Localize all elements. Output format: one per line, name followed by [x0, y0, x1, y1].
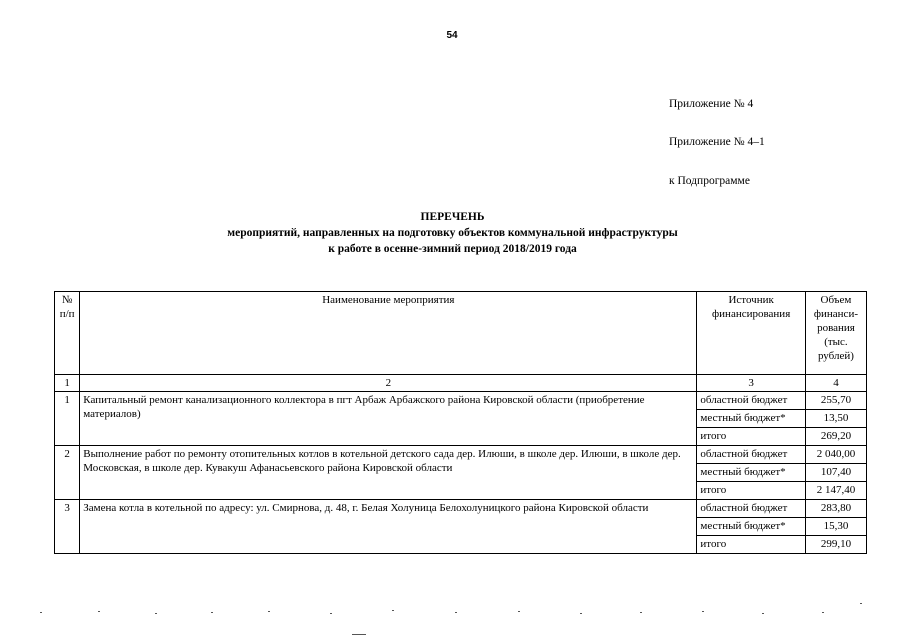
- funding-amount: 255,70: [805, 392, 866, 410]
- header-name: Наименование мероприятия: [80, 292, 697, 375]
- funding-source: местный бюджет*: [697, 518, 805, 536]
- event-name: Капитальный ремонт канализационного коллектора в пгт Арбаж Арбажского района Кировской области (приобретение материалов): [80, 392, 697, 446]
- funding-amount: 2 040,00: [805, 446, 866, 464]
- row-number: 3: [55, 500, 80, 554]
- appendix-sublabel: Приложение № 4–1: [669, 136, 765, 148]
- funding-source: местный бюджет*: [697, 410, 805, 428]
- header-num: № п/п: [55, 292, 80, 375]
- row-number: 1: [55, 392, 80, 446]
- funding-source: областной бюджет: [697, 392, 805, 410]
- funding-total-amount: 2 147,40: [805, 482, 866, 500]
- funding-source: областной бюджет: [697, 446, 805, 464]
- column-index: 1: [55, 375, 80, 392]
- table-row: [55, 500, 867, 518]
- event-name: Выполнение работ по ремонту отопительных котлов в котельной детского сада дер. Илюши, в школе дер. Илюши, в школе дер. Московская, в школе дер. Кувакуш Афанасьевского района Кировской области: [80, 446, 697, 500]
- document-subtitle: мероприятий, направленных на подготовку объектов коммунальной инфраструктуры: [227, 227, 678, 239]
- funding-source: местный бюджет*: [697, 464, 805, 482]
- document-title: ПЕРЕЧЕНЬ: [420, 211, 485, 223]
- table-row: [55, 392, 867, 410]
- funding-amount: 107,40: [805, 464, 866, 482]
- header-source: Источник финансирования: [697, 292, 805, 375]
- funding-total-label: итого: [697, 428, 805, 446]
- funding-total-amount: 299,10: [805, 536, 866, 554]
- funding-amount: 15,30: [805, 518, 866, 536]
- funding-source: областной бюджет: [697, 500, 805, 518]
- funding-total-amount: 269,20: [805, 428, 866, 446]
- table-header-row: [55, 292, 867, 375]
- page-number: 54: [446, 30, 458, 41]
- document-subtitle-period: к работе в осенне-зимний период 2018/2019 года: [328, 243, 577, 255]
- funding-total-label: итого: [697, 536, 805, 554]
- event-name: Замена котла в котельной по адресу: ул. Смирнова, д. 48, г. Белая Холуница Белохолуницкого района Кировской области: [80, 500, 697, 554]
- column-index: 3: [697, 375, 805, 392]
- table-row: [55, 446, 867, 464]
- funding-amount: 13,50: [805, 410, 866, 428]
- events-table: [54, 291, 867, 554]
- header-amount: Объем финанси-рования (тыс. рублей): [805, 292, 866, 375]
- appendix-reference: к Подпрограмме: [669, 175, 750, 187]
- column-index: 2: [80, 375, 697, 392]
- appendix-label: Приложение № 4: [669, 98, 754, 110]
- funding-total-label: итого: [697, 482, 805, 500]
- row-number: 2: [55, 446, 80, 500]
- funding-amount: 283,80: [805, 500, 866, 518]
- column-index: 4: [805, 375, 866, 392]
- column-index-row: [55, 375, 867, 392]
